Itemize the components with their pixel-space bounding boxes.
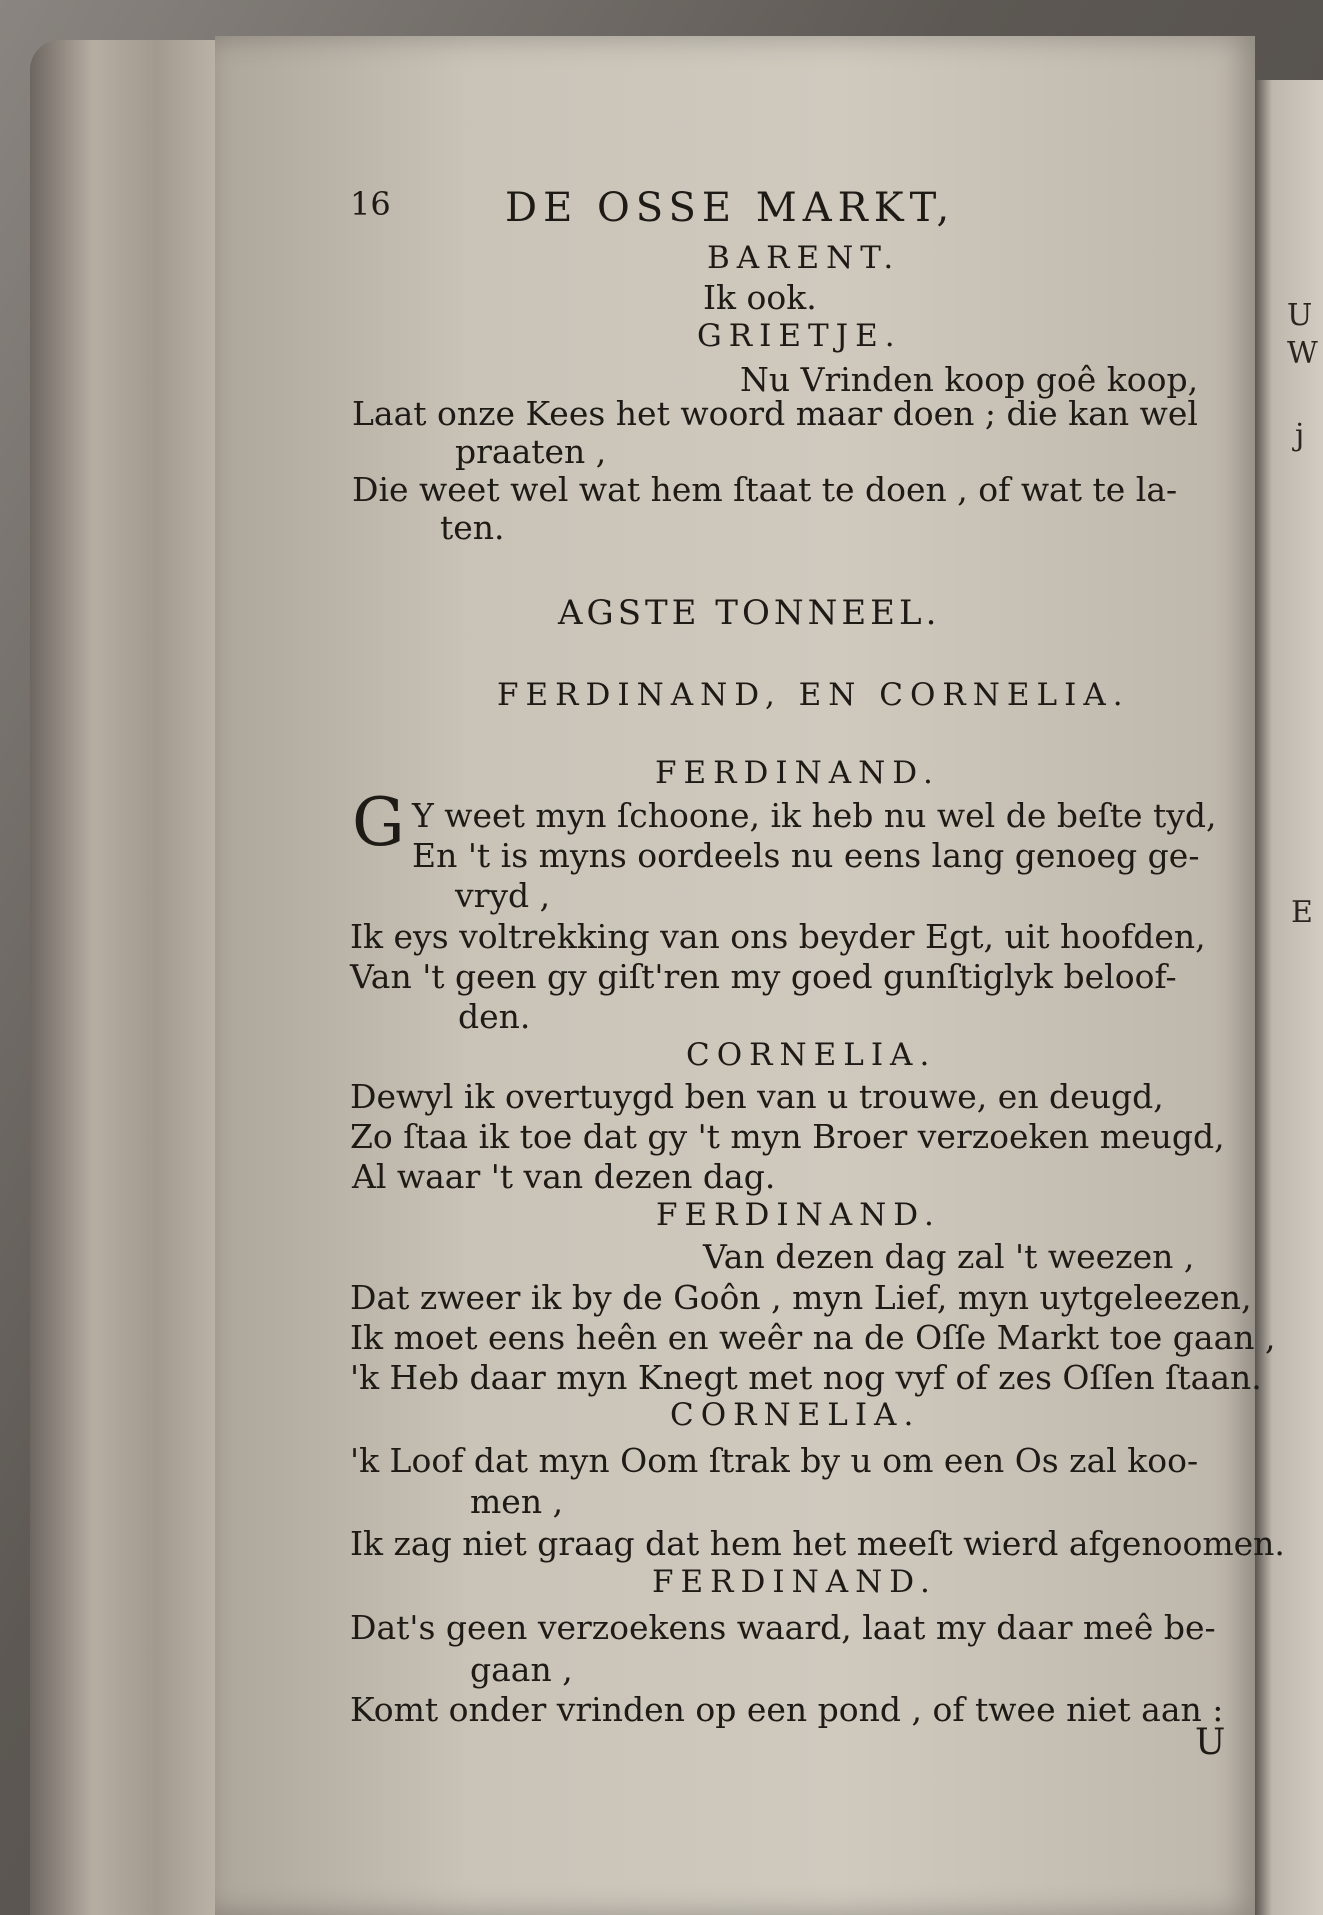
text-line: Dewyl ik overtuygd ben van u trouwe, en deugd,: [350, 1077, 1164, 1116]
facing-page-letter: W: [1287, 336, 1318, 371]
speaker-name: CORNELIA.: [686, 1037, 937, 1073]
speaker-name: FERDINAND.: [656, 1197, 941, 1233]
text-line: Van 't geen gy giſt'ren my goed gunſtiglyk beloof-: [350, 957, 1177, 996]
scene-heading: AGSTE TONNEEL.: [558, 593, 941, 633]
facing-page-letter: E: [1291, 895, 1313, 930]
text-line: Al waar 't van dezen dag.: [352, 1157, 776, 1196]
facing-page-letter: U: [1287, 298, 1313, 333]
text-line: Zo ſtaa ik toe dat gy 't myn Broer verzoeken meugd,: [350, 1117, 1225, 1156]
text-line: den.: [458, 997, 531, 1036]
drop-capital: G: [352, 784, 405, 861]
text-line: Dat's geen verzoekens waard, laat my daar meê be-: [350, 1608, 1216, 1647]
text-line: ten.: [440, 508, 505, 547]
book-page-edges: [30, 40, 240, 1915]
text-line: Laat onze Kees het woord maar doen ; die kan wel: [352, 394, 1198, 433]
speaker-name: GRIETJE.: [697, 318, 902, 354]
text-line: Ik zag niet graag dat hem het meeſt wierd afgenoomen.: [350, 1524, 1285, 1563]
text-line: Ik moet eens heên en weêr na de Oſſe Markt toe gaan ,: [350, 1318, 1276, 1357]
text-line: Ik ook.: [703, 278, 817, 317]
page-number: 16: [350, 185, 391, 223]
text-line: Y weet myn ſchoone, ik heb nu wel de beſte tyd,: [412, 796, 1217, 835]
text-line: Van dezen dag zal 't weezen ,: [703, 1237, 1195, 1276]
text-line: praaten ,: [455, 432, 607, 471]
text-line: Nu Vrinden koop goê koop,: [740, 360, 1199, 399]
facing-page-letter: j: [1295, 418, 1305, 453]
text-line: gaan ,: [470, 1650, 573, 1689]
text-line: En 't is myns oordeels nu eens lang genoeg ge-: [412, 836, 1200, 875]
speaker-name: FERDINAND.: [652, 1564, 937, 1600]
facing-page-edge: [1255, 80, 1323, 1915]
text-line: Die weet wel wat hem ſtaat te doen , of wat te la-: [352, 470, 1178, 509]
text-line: Dat zweer ik by de Goôn , myn Lief, myn uytgeleezen,: [350, 1278, 1252, 1317]
text-line: vryd ,: [455, 876, 551, 915]
catchword: U: [1195, 1722, 1226, 1763]
scene-characters: FERDINAND, EN CORNELIA.: [497, 677, 1130, 713]
running-title: DE OSSE MARKT,: [505, 185, 956, 231]
speaker-name: CORNELIA.: [670, 1397, 921, 1433]
text-line: Ik eys voltrekking van ons beyder Egt, uit hoofden,: [350, 917, 1206, 956]
speaker-name: FERDINAND.: [655, 755, 940, 791]
text-line: 'k Loof dat myn Oom ſtrak by u om een Os zal koo-: [350, 1441, 1199, 1480]
speaker-name: BARENT.: [707, 240, 901, 276]
text-line: Komt onder vrinden op een pond , of twee niet aan :: [350, 1690, 1224, 1729]
text-line: 'k Heb daar myn Knegt met nog vyf of zes Oſſen ſtaan.: [350, 1358, 1262, 1397]
text-line: men ,: [470, 1482, 564, 1521]
